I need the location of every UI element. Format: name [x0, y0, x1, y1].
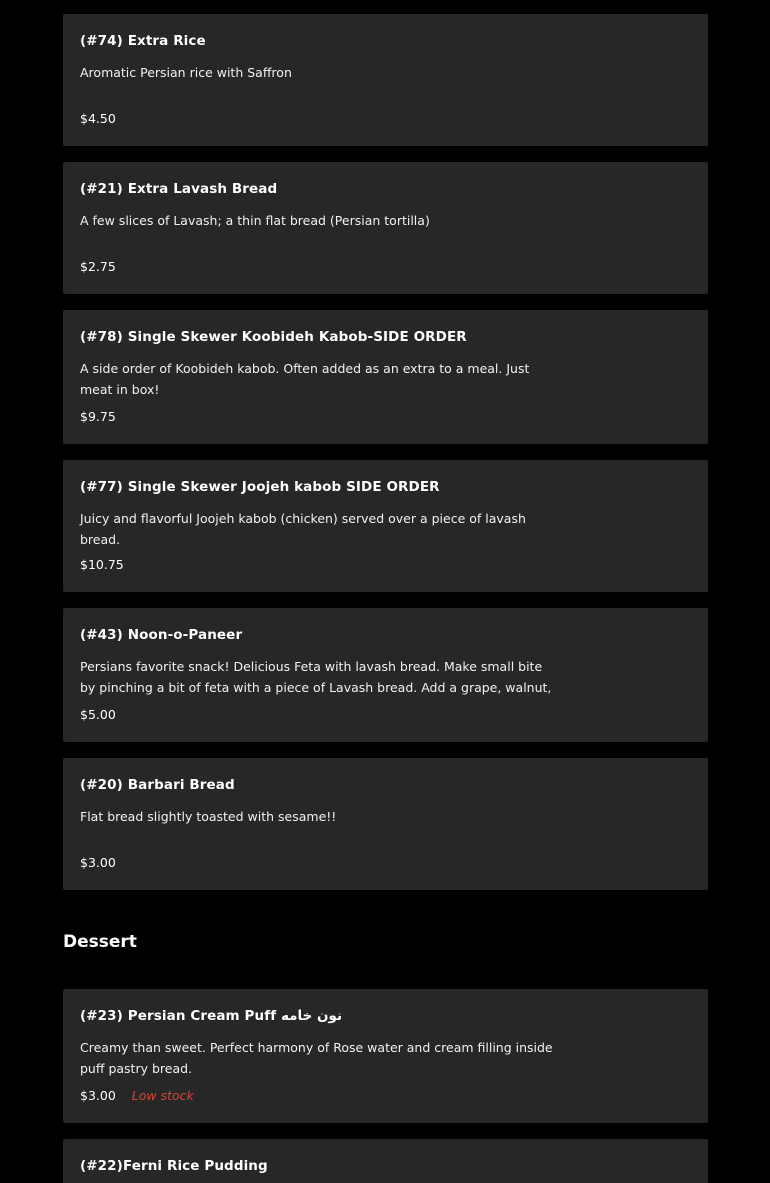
menu-item-card[interactable] — [63, 310, 708, 444]
item-price-row — [80, 556, 691, 573]
item-title: (#77) Single Skewer Joojeh kabob SIDE ORDER — [80, 479, 440, 495]
item-price-row — [80, 258, 691, 275]
item-price: $9.75 — [80, 409, 116, 424]
item-description: A few slices of Lavash; a thin flat bread (Persian tortilla) — [80, 213, 430, 228]
item-title: (#20) Barbari Bread — [80, 777, 235, 793]
item-price-row — [80, 110, 691, 127]
item-price: $3.00 — [80, 855, 116, 870]
item-description: Flat bread slightly toasted with sesame!! — [80, 809, 337, 824]
item-price: $4.50 — [80, 111, 116, 126]
item-price-row — [80, 408, 691, 425]
item-title: (#23) Persian Cream Puff نون خامه — [80, 1008, 343, 1024]
menu-item-card[interactable] — [63, 460, 708, 592]
item-title: (#43) Noon-o-Paneer — [80, 627, 243, 643]
item-description: Creamy than sweet. Perfect harmony of Rose water and cream filling inside puff pastry bread. — [80, 1040, 553, 1076]
item-description: Persians favorite snack! Delicious Feta with lavash bread. Make small bite by pinching a bit of feta with a piece of Lavash bread. Add a grape, walnut, — [80, 659, 552, 695]
item-price: $3.00 — [80, 1088, 116, 1103]
item-description: Aromatic Persian rice with Saffron — [80, 65, 292, 80]
menu-item-card[interactable] — [63, 989, 708, 1123]
menu-item-card[interactable] — [63, 162, 708, 294]
item-title: (#22)Ferni Rice Pudding — [80, 1158, 268, 1174]
item-title: (#78) Single Skewer Koobideh Kabob-SIDE ORDER — [80, 329, 467, 345]
item-price: $10.75 — [80, 557, 124, 572]
menu-item-card[interactable] — [63, 608, 708, 742]
item-price: $2.75 — [80, 259, 116, 274]
item-price-row — [80, 1087, 691, 1104]
menu-item-card[interactable] — [63, 758, 708, 890]
item-title: (#21) Extra Lavash Bread — [80, 181, 278, 197]
menu-item-card[interactable] — [63, 14, 708, 146]
section-heading-dessert: Dessert — [63, 932, 137, 952]
low-stock-badge: Low stock — [131, 1088, 194, 1103]
item-description: A side order of Koobideh kabob. Often added as an extra to a meal. Just meat in box! — [80, 361, 530, 397]
item-title: (#74) Extra Rice — [80, 33, 206, 49]
item-price: $5.00 — [80, 707, 116, 722]
item-price-row — [80, 706, 691, 723]
item-price-row — [80, 854, 691, 871]
menu-item-card[interactable] — [63, 1139, 708, 1183]
item-description: Juicy and flavorful Joojeh kabob (chicken) served over a piece of lavash bread. — [80, 511, 526, 547]
menu-column — [63, 14, 708, 1183]
